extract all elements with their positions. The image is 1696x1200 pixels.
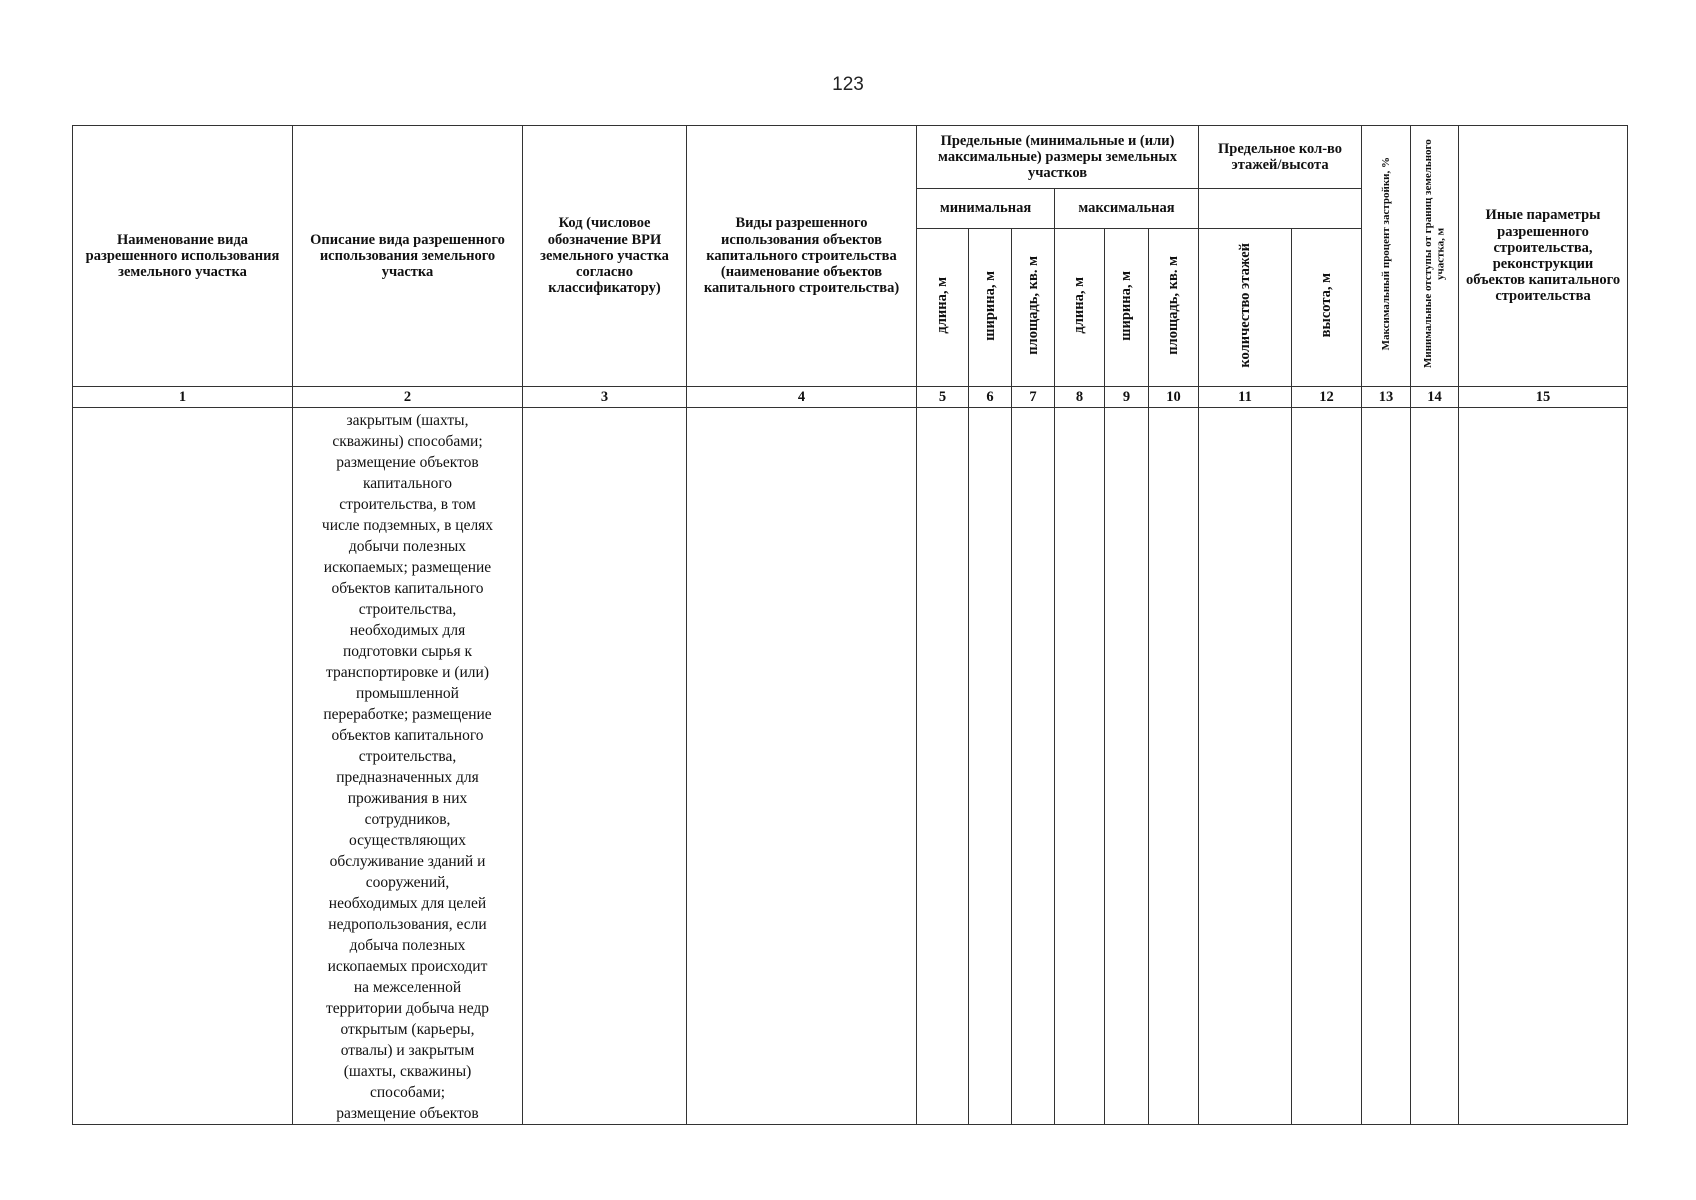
header-use-description: Описание вида разрешенного использования земельного участка xyxy=(293,126,523,387)
cell-floors-count xyxy=(1199,408,1292,1125)
column-number: 15 xyxy=(1459,387,1628,408)
cell-use-description xyxy=(293,408,523,1125)
header-min-width xyxy=(969,229,1012,387)
header-code: Код (числовое обозначение ВРИ земельного участка согласно классификатору) xyxy=(523,126,687,387)
header-height xyxy=(1292,229,1362,387)
description-line: объектов капитального xyxy=(331,727,484,744)
description-line: объектов капитального xyxy=(331,580,484,597)
header-capital-objects: Виды разрешенного использования объектов капитального строительства (наименование объектов капитального строительства) xyxy=(687,126,917,387)
description-line: добычи полезных xyxy=(348,538,467,555)
column-number: 13 xyxy=(1362,387,1411,408)
description-line: транспортировке и (или) xyxy=(326,664,489,681)
header-min-length-text: длина, м xyxy=(934,277,951,334)
column-number: 5 xyxy=(917,387,969,408)
header-floors-count-text: количество этажей xyxy=(1236,243,1253,368)
header-min-length xyxy=(917,229,969,387)
header-max-length-text: длина, м xyxy=(1071,277,1088,334)
column-number: 14 xyxy=(1411,387,1459,408)
table-row xyxy=(73,408,1628,1125)
header-row-1 xyxy=(73,126,1628,189)
description-line: строительства, xyxy=(358,601,457,618)
cell-min-width xyxy=(969,408,1012,1125)
cell-max-area xyxy=(1149,408,1199,1125)
column-number: 6 xyxy=(969,387,1012,408)
description-line: закрытым (шахты, xyxy=(346,412,469,429)
header-min-group: минимальная xyxy=(917,189,1055,229)
header-other-params: Иные параметры разрешенного строительства, реконструкции объектов капитального строительства xyxy=(1459,126,1628,387)
land-use-table xyxy=(72,125,1628,1125)
header-floors-spacer xyxy=(1199,189,1362,229)
cell-other-params xyxy=(1459,408,1628,1125)
cell-max-coverage xyxy=(1362,408,1411,1125)
description-line: сооружений, xyxy=(365,874,450,891)
description-line: промышленной xyxy=(356,685,459,702)
description-line: строительства, xyxy=(358,748,457,765)
column-number: 10 xyxy=(1149,387,1199,408)
column-number: 8 xyxy=(1055,387,1105,408)
cell-max-width xyxy=(1105,408,1149,1125)
page-number: 123 xyxy=(832,74,864,95)
header-floors-count xyxy=(1199,229,1292,387)
header-land-sizes: Предельные (минимальные и (или) максимальные) размеры земельных участков xyxy=(917,126,1199,189)
cell-use-name xyxy=(73,408,293,1125)
cell-min-area xyxy=(1012,408,1055,1125)
description-line: ископаемых; размещение xyxy=(323,559,492,576)
header-max-area xyxy=(1149,229,1199,387)
header-max-coverage-text: Максимальный процент застройки, % xyxy=(1379,157,1392,351)
column-number: 3 xyxy=(523,387,687,408)
header-max-coverage xyxy=(1362,126,1411,387)
description-line: проживания в них xyxy=(347,790,468,807)
header-min-setbacks-text: Минимальные отступы от границ земельного участка, м xyxy=(1421,139,1447,369)
cell-height xyxy=(1292,408,1362,1125)
description-line: строительства, в том xyxy=(339,496,476,513)
description-line: необходимых для xyxy=(349,622,466,639)
description-line: необходимых для целей xyxy=(328,895,487,912)
description-line: переработке; размещение xyxy=(323,706,492,723)
description-line: обслуживание зданий и xyxy=(329,853,486,870)
column-number: 11 xyxy=(1199,387,1292,408)
use-description-text xyxy=(293,408,522,1124)
description-line: сотрудников, xyxy=(364,811,451,828)
description-line: подготовки сырья к xyxy=(343,643,472,660)
description-line: способами; xyxy=(369,1084,446,1101)
description-line: осуществляющих xyxy=(349,832,466,849)
header-min-width-text: ширина, м xyxy=(981,270,998,341)
header-min-setbacks xyxy=(1411,126,1459,387)
header-max-length xyxy=(1055,229,1105,387)
description-line: (шахты, скважины) xyxy=(343,1063,472,1080)
description-line: размещение объектов xyxy=(336,1105,479,1122)
description-line: на межселенной xyxy=(353,979,462,996)
cell-min-setbacks xyxy=(1411,408,1459,1125)
header-max-area-text: площадь, кв. м xyxy=(1165,255,1182,355)
header-use-name: Наименование вида разрешенного использования земельного участка xyxy=(73,126,293,387)
description-line: недропользования, если xyxy=(328,916,487,933)
header-max-group: максимальная xyxy=(1055,189,1199,229)
cell-capital-objects xyxy=(687,408,917,1125)
description-line: капитального xyxy=(362,475,453,492)
header-max-width-text: ширина, м xyxy=(1118,270,1135,341)
header-height-text: высота, м xyxy=(1318,273,1335,338)
header-min-area-text: площадь, кв. м xyxy=(1024,255,1041,355)
description-line: предназначенных для xyxy=(336,769,479,786)
column-number: 7 xyxy=(1012,387,1055,408)
description-line: размещение объектов xyxy=(336,454,479,471)
header-min-area xyxy=(1012,229,1055,387)
column-number: 2 xyxy=(293,387,523,408)
column-number: 12 xyxy=(1292,387,1362,408)
description-line: добыча полезных xyxy=(349,937,466,954)
description-line: территории добыча недр xyxy=(325,1000,490,1017)
column-number: 1 xyxy=(73,387,293,408)
column-number: 9 xyxy=(1105,387,1149,408)
cell-code xyxy=(523,408,687,1125)
column-number-row xyxy=(73,387,1628,408)
cell-min-length xyxy=(917,408,969,1125)
header-floors-group: Предельное кол-во этажей/высота xyxy=(1199,126,1362,189)
description-line: открытым (карьеры, xyxy=(340,1021,475,1038)
description-line: отвалы) и закрытым xyxy=(340,1042,475,1059)
description-line: ископаемых происходит xyxy=(327,958,488,975)
cell-max-length xyxy=(1055,408,1105,1125)
description-line: скважины) способами; xyxy=(332,433,483,450)
header-max-width xyxy=(1105,229,1149,387)
description-line: числе подземных, в целях xyxy=(321,517,494,534)
column-number: 4 xyxy=(687,387,917,408)
